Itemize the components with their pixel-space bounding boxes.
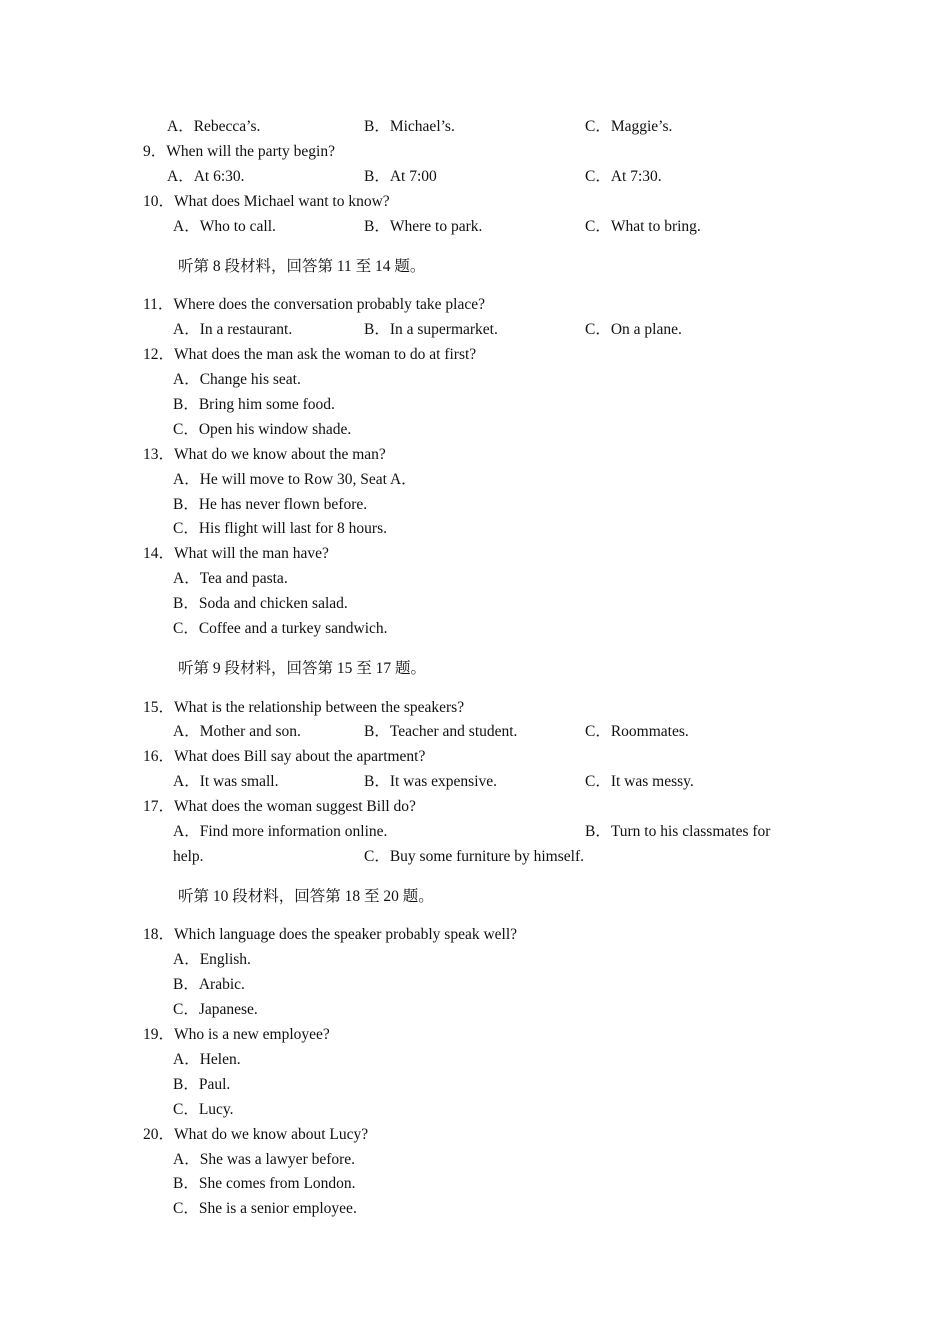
q9-option-b: B．At 7:00 xyxy=(364,168,437,185)
q9-option-c: C．At 7:30. xyxy=(585,168,662,185)
q20-option-c: C．She is a senior employee. xyxy=(173,1200,357,1217)
q16-question: 16．What does Bill say about the apartment? xyxy=(143,748,426,765)
q16-option-b: B．It was expensive. xyxy=(364,773,498,790)
q17-question: 17．What does the woman suggest Bill do? xyxy=(143,798,416,815)
q10-option-b: B．Where to park. xyxy=(364,218,483,235)
q19-option-b: B．Paul. xyxy=(173,1076,231,1093)
q16-option-a: A．It was small. xyxy=(173,773,279,790)
q13-option-c: C．His flight will last for 8 hours. xyxy=(173,520,387,537)
q17-option-b: B．Turn to his classmates for xyxy=(585,823,771,840)
q20-question: 20．What do we know about Lucy? xyxy=(143,1126,369,1143)
q10-option-a: A．Who to call. xyxy=(173,218,276,235)
q15-option-c: C．Roommates. xyxy=(585,723,689,740)
q9-option-a: A．At 6:30. xyxy=(167,168,245,185)
q11-question: 11．Where does the conversation probably take place? xyxy=(143,296,486,313)
section-8-heading: 听第 8 段材料，回答第 11 至 14 题。 xyxy=(178,258,426,275)
q13-option-b: B．He has never flown before. xyxy=(173,496,368,513)
q15-option-a: A．Mother and son. xyxy=(173,723,301,740)
q17-option-c: C．Buy some furniture by himself. xyxy=(364,848,584,865)
q14-option-b: B．Soda and chicken salad. xyxy=(173,595,348,612)
q15-option-b: B．Teacher and student. xyxy=(364,723,518,740)
q18-option-c: C．Japanese. xyxy=(173,1001,258,1018)
q9-question: 9．When will the party begin? xyxy=(143,143,335,160)
q11-option-b: B．In a supermarket. xyxy=(364,321,498,338)
q17-option-a: A．Find more information online. xyxy=(173,823,388,840)
q11-option-c: C．On a plane. xyxy=(585,321,682,338)
q12-option-c: C．Open his window shade. xyxy=(173,421,352,438)
q19-question: 19．Who is a new employee? xyxy=(143,1026,330,1043)
q18-question: 18．Which language does the speaker probably speak well? xyxy=(143,926,518,943)
q14-question: 14．What will the man have? xyxy=(143,545,329,562)
q16-option-c: C．It was messy. xyxy=(585,773,694,790)
q18-option-a: A．English. xyxy=(173,951,251,968)
q20-option-a: A．She was a lawyer before. xyxy=(173,1151,356,1168)
section-9-heading: 听第 9 段材料，回答第 15 至 17 题。 xyxy=(178,660,427,677)
section-10-heading: 听第 10 段材料，回答第 18 至 20 题。 xyxy=(178,888,434,905)
q12-question: 12．What does the man ask the woman to do at first? xyxy=(143,346,477,363)
q11-option-a: A．In a restaurant. xyxy=(173,321,293,338)
q13-question: 13．What do we know about the man? xyxy=(143,446,386,463)
q13-option-a: A．He will move to Row 30, Seat A． xyxy=(173,471,417,488)
q19-option-c: C．Lucy. xyxy=(173,1101,234,1118)
q15-question: 15．What is the relationship between the speakers? xyxy=(143,699,465,716)
q12-option-b: B．Bring him some food. xyxy=(173,396,335,413)
q8-option-a: A．Rebecca’s. xyxy=(167,118,261,135)
q8-option-c: C．Maggie’s. xyxy=(585,118,673,135)
q8-option-b: B．Michael’s. xyxy=(364,118,455,135)
q14-option-a: A．Tea and pasta. xyxy=(173,570,288,587)
q19-option-a: A．Helen. xyxy=(173,1051,241,1068)
q10-option-c: C．What to bring. xyxy=(585,218,701,235)
q10-question: 10．What does Michael want to know? xyxy=(143,193,390,210)
q20-option-b: B．She comes from London. xyxy=(173,1175,356,1192)
q18-option-b: B．Arabic. xyxy=(173,976,245,993)
q14-option-c: C．Coffee and a turkey sandwich. xyxy=(173,620,388,637)
q17-option-b-continuation: help. xyxy=(173,848,204,865)
q12-option-a: A．Change his seat. xyxy=(173,371,301,388)
